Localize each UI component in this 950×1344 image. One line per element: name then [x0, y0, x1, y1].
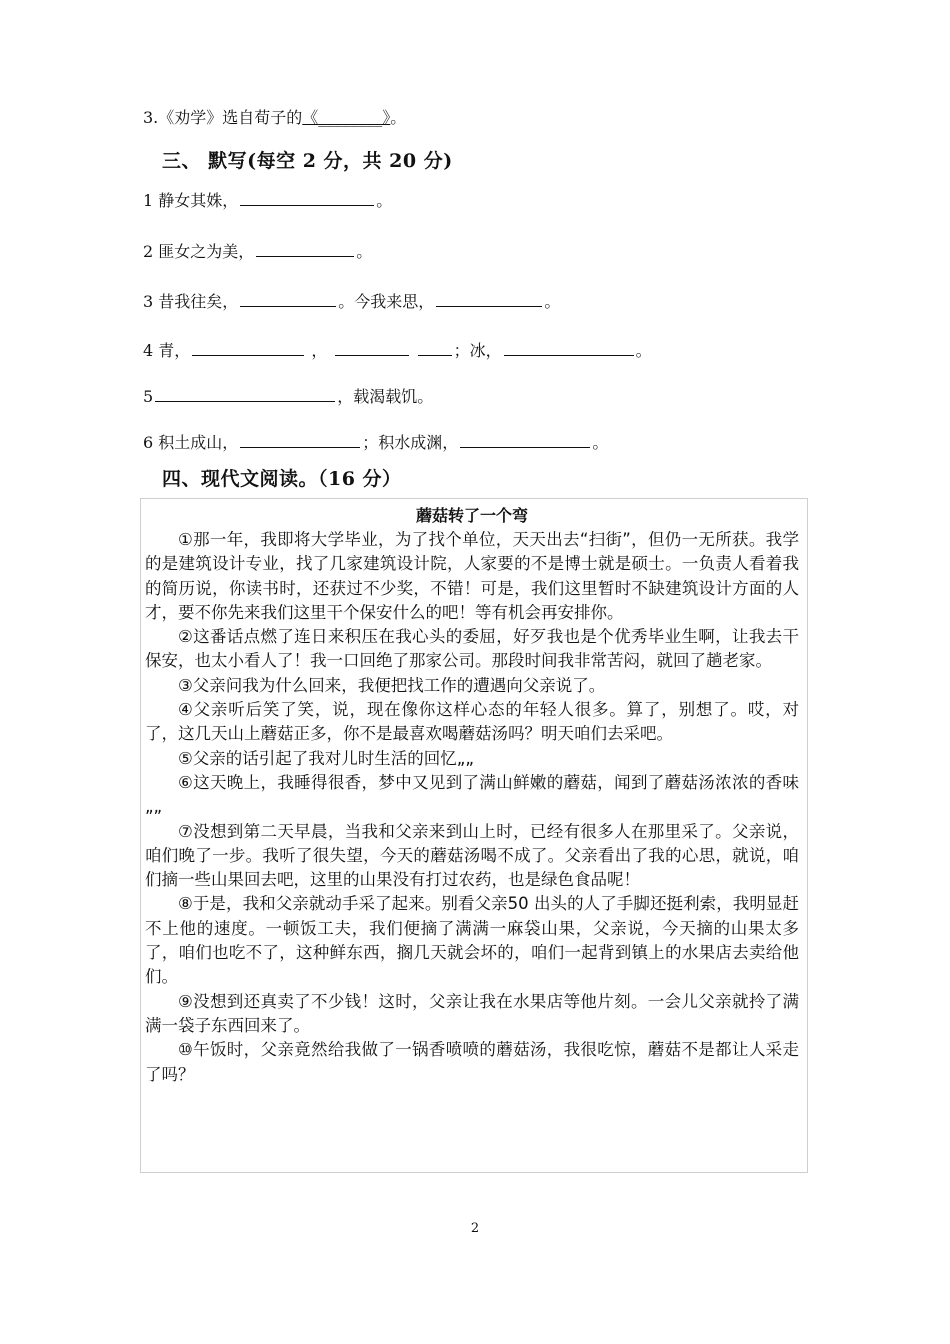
- item-number: 1: [143, 191, 154, 210]
- question-3-text: 3.《劝学》选自荀子的: [143, 108, 303, 127]
- item-text: 青，: [158, 341, 191, 360]
- item-text: 。: [356, 242, 373, 261]
- item-number: 2: [143, 242, 154, 261]
- item-text: ；积水成渊，: [362, 433, 459, 452]
- dictation-item-3: [143, 289, 560, 312]
- page-number: 2: [470, 1221, 480, 1236]
- passage-paragraph: ②这番话点燃了连日来积压在我心头的委屈，好歹我也是个优秀毕业生啊，让我去干保安，也太小看人了！我一口回绝了那家公司。那段时间我非常苦闷，就回了趟老家。: [145, 627, 799, 671]
- dictation-item-4: [143, 338, 652, 361]
- item-text: 。: [635, 341, 652, 360]
- dictation-item-6: [143, 430, 608, 453]
- answer-blank[interactable]: [504, 341, 634, 356]
- passage-paragraph: ①那一年，我即将大学毕业，为了找个单位，天天出去“扫街”，但仍一无所获。我学的是建筑设计专业，找了几家建筑设计院，人家要的不是博士就是硕士。一负责人看着我的简历说，你读书时，还获过不少奖，不错！可是，我们这里暂时不缺建筑设计方面的人才，要不你先来我们这里干个保安什么的吧！等有机会再安排你。: [145, 530, 799, 622]
- dictation-item-2: [143, 239, 372, 262]
- passage-paragraph: ⑥这天晚上，我睡得很香，梦中又见到了满山鲜嫩的蘑菇，闻到了蘑菇汤浓浓的香味„„: [145, 772, 799, 817]
- passage-paragraph: ③父亲问我为什么回来，我便把找工作的遭遇向父亲说了。: [178, 675, 606, 695]
- answer-blank[interactable]: [335, 341, 409, 356]
- item-number: 6: [143, 433, 154, 452]
- answer-blank[interactable]: [436, 292, 542, 307]
- dictation-item-5: [143, 384, 433, 407]
- item-text: 昔我往矣，: [158, 292, 239, 311]
- section-4-heading: 四、现代文阅读。（16 分）: [162, 468, 402, 490]
- passage-paragraph: ⑩午饭时，父亲竟然给我做了一锅香喷喷的蘑菇汤，我很吃惊，蘑菇不是都让人采走了吗？: [145, 1040, 799, 1084]
- reading-passage-box: [140, 498, 808, 1173]
- section-3-heading: 三、 默写(每空 2 分，共 20 分): [162, 150, 453, 172]
- passage-paragraph: ⑨没想到还真卖了不少钱！这时，父亲让我在水果店等他片刻。一会儿父亲就拎了满满一袋子东西回来了。: [145, 991, 799, 1035]
- answer-blank[interactable]: [256, 242, 354, 257]
- passage-paragraph: ⑤父亲的话引起了我对儿时生活的回忆„„: [178, 748, 474, 768]
- item-text: ；冰，: [453, 341, 502, 360]
- passage-paragraph: ⑧于是，我和父亲就动手采了起来。别看父亲50 出头的人了手脚还挺利索，我明显赶不上他的速度。一顿饭工夫，我们便摘了满满一麻袋山果，父亲说，今天摘的山果太多了，咱们也吃不了，这种鲜东西，搁几天就会坏的，咱们一起背到镇上的水果店去卖给他们。: [145, 894, 799, 987]
- item-number: 3: [143, 292, 154, 311]
- item-text: 静女其姝，: [158, 191, 239, 210]
- answer-blank[interactable]: [155, 387, 335, 402]
- answer-blank[interactable]: [192, 341, 304, 356]
- answer-blank[interactable]: [460, 433, 590, 448]
- item-number: 4: [143, 341, 154, 360]
- question-3-blank: 《________》: [302, 108, 391, 127]
- item-text: ，载渴载饥。: [337, 387, 434, 406]
- item-number: 5: [143, 387, 154, 406]
- passage-paragraph: ④父亲听后笑了笑，说，现在像你这样心态的年轻人很多。算了，别想了。哎，对了，这几天山上蘑菇正多，你不是最喜欢喝蘑菇汤吗？明天咱们去采吧。: [145, 700, 799, 744]
- dictation-item-1: [143, 188, 392, 211]
- answer-blank[interactable]: [240, 191, 374, 206]
- item-text: 。今我来思，: [338, 292, 435, 311]
- answer-blank[interactable]: [418, 341, 452, 356]
- passage-title: 蘑菇转了一个弯: [415, 506, 528, 525]
- question-3-line: [143, 105, 406, 128]
- answer-blank[interactable]: [240, 292, 336, 307]
- item-text: 。: [592, 433, 609, 452]
- question-3-suffix: 。: [390, 108, 407, 127]
- item-text: 。: [376, 191, 393, 210]
- item-text: 。: [544, 292, 561, 311]
- item-text: 积土成山，: [158, 433, 239, 452]
- answer-blank[interactable]: [240, 433, 360, 448]
- item-text: 匪女之为美，: [158, 242, 255, 261]
- passage-paragraph: ⑦没想到第二天早晨，当我和父亲来到山上时，已经有很多人在那里采了。父亲说，咱们晚了一步。我听了很失望，今天的蘑菇汤喝不成了。父亲看出了我的心思，就说，咱们摘一些山果回去吧，这里的山果没有打过农药，也是绿色食品呢！: [145, 821, 799, 890]
- item-text: ，: [311, 341, 328, 360]
